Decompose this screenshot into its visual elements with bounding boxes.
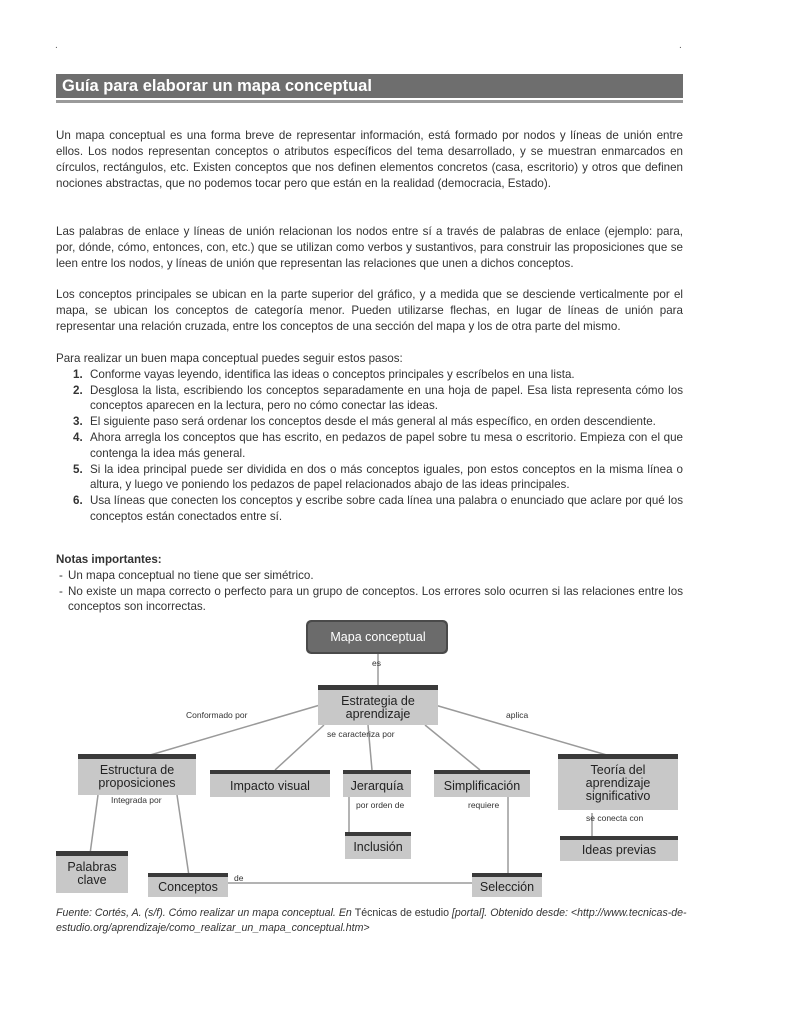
notes-title: Notas importantes: <box>56 553 162 566</box>
svg-text:Simplificación: Simplificación <box>443 779 521 793</box>
svg-text:Selección: Selección <box>479 880 535 894</box>
note-item: - No existe un mapa correcto o perfecto para un grupo de conceptos. Los errores solo ocurren si las relaciones entre los conceptos son incorrectas. <box>59 584 683 614</box>
link-label-aplica: aplica <box>506 710 529 720</box>
node-conceptos <box>148 873 228 897</box>
node-estructura <box>78 754 196 795</box>
step-item: 4. Ahora arregla los conceptos que has escrito, en pedazos de papel sobre tu mesa o escritorio. Empieza con el que contenga la idea más general. <box>73 430 683 460</box>
link-label-integrada: Integrada por <box>111 795 162 805</box>
node-palabras-clave <box>56 851 128 893</box>
svg-text:Mapa conceptual: Mapa conceptual <box>330 630 426 644</box>
page-mark-right: . <box>679 40 682 51</box>
node-teoria <box>558 754 678 810</box>
link-label-conformado: Conformado por <box>186 710 248 720</box>
node-impacto-visual <box>210 770 330 797</box>
section-header: Guía para elaborar un mapa conceptual <box>56 74 683 98</box>
step-item: 2. Desglosa la lista, escribiendo los conceptos separadamente en una hoja de papel. Esa lista representa cómo los conceptos aparecen en la lectura, pero no cómo conectar las ideas. <box>73 383 683 413</box>
source-citation: Fuente: Cortés, A. (s/f). Cómo realizar un mapa conceptual. En Técnicas de estudio [portal]. Obtenido desde: <http://www.tecnicas-de-estudio.org/aprendizaje/como_realizar_un_mapa_conceptual.htm> <box>56 907 687 934</box>
node-inclusion <box>345 832 411 859</box>
svg-text:aprendizaje: aprendizaje <box>585 776 651 790</box>
svg-text:clave: clave <box>77 873 107 887</box>
intro-paragraph-2: Las palabras de enlace y líneas de unión relacionan los nodos entre sí a través de palabras de enlace (ejemplo: para, por, dónde, cómo, entonces, con, etc.) que se utilizan como verbos y sustantivos, para construir las proposiciones que se leen entre los nodos, y líneas de unión que representan las relaciones que unen a dichos conceptos. <box>56 225 683 270</box>
step-item: 5. Si la idea principal puede ser dividida en dos o más conceptos iguales, pon estos conceptos en la misma línea o altura, y luego ve poniendo los pedazos de papel relacionados abajo de las ideas principales. <box>73 462 683 492</box>
link-label-de: de <box>234 873 244 883</box>
link-label-requiere: requiere <box>468 800 500 810</box>
node-estrategia <box>318 685 438 725</box>
note-item: - Un mapa conceptual no tiene que ser simétrico. <box>59 568 314 582</box>
intro-paragraph-1: Un mapa conceptual es una forma breve de representar información, está formado por nodos y líneas de unión entre ellos. Los nodos representan conceptos o atributos específicos del tema desarrollado, y se muestran enmarcados en círculos, rectángulos, etc. Existen conceptos que nos definen elementos concretos (casa, escritorio) y otros que definen nociones abstractas, que no podemos tocar pero que están en la realidad (democracia, Estado). <box>56 129 683 190</box>
step-item: 6. Usa líneas que conecten los conceptos y escribe sobre cada línea una palabra o enunciado que aclare por qué los conceptos están conectados entre sí. <box>73 494 683 523</box>
link-label-caracteriza: se caracteriza por <box>327 729 395 739</box>
node-ideas-previas <box>560 836 678 861</box>
step-item: 3. El siguiente paso será ordenar los conceptos desde el más general al más específico, en orden descendiente. <box>73 415 656 429</box>
node-seleccion <box>472 873 542 897</box>
svg-text:Jerarquía: Jerarquía <box>350 779 404 793</box>
svg-text:Conceptos: Conceptos <box>158 880 218 894</box>
page-mark-left: . <box>55 40 58 51</box>
svg-text:Teoría del: Teoría del <box>590 763 646 777</box>
link-label-orden: por orden de <box>356 800 405 810</box>
intro-paragraph-3: Los conceptos principales se ubican en la parte superior del gráfico, y a medida que se desciende verticalmente por el mapa, se ubican los conceptos de categoría menor. Pueden utilizarse flechas, en lugar de líneas de unión para representar una relación cruzada, entre los conceptos de una sección del mapa y los de otra parte del mismo. <box>56 288 683 333</box>
node-simplificacion <box>434 770 530 797</box>
link-label-es: es <box>372 658 381 668</box>
svg-text:aprendizaje: aprendizaje <box>345 707 411 721</box>
svg-text:significativo: significativo <box>585 789 651 803</box>
svg-text:Estrategia de: Estrategia de <box>341 694 415 708</box>
node-jerarquia <box>343 770 411 797</box>
step-item: 1. Conforme vayas leyendo, identifica las ideas o conceptos principales y escríbelos en una lista. <box>73 367 575 381</box>
svg-text:Impacto visual: Impacto visual <box>230 779 310 793</box>
node-mapa-conceptual <box>306 620 448 654</box>
svg-text:proposiciones: proposiciones <box>98 776 176 790</box>
svg-text:Ideas previas: Ideas previas <box>581 843 657 857</box>
link-label-conecta: se conecta con <box>586 813 644 823</box>
svg-text:Palabras: Palabras <box>67 860 117 874</box>
svg-text:Estructura de: Estructura de <box>99 763 175 777</box>
svg-text:Inclusión: Inclusión <box>353 840 403 854</box>
steps-intro: Para realizar un buen mapa conceptual puedes seguir estos pasos: <box>56 352 403 365</box>
